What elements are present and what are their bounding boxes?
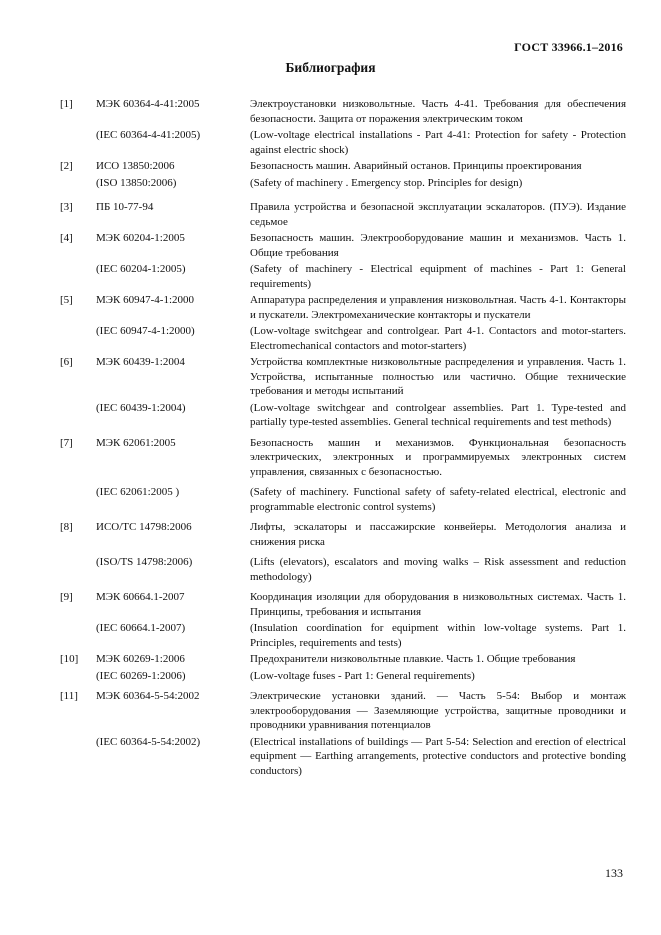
list-item [60, 669, 626, 684]
entry-description: Устройства комплектные низковольтные распределения и управления. Часть 1. Устройства, испытанные полностью или частично. Общие технические требования и методы испытаний [250, 356, 626, 397]
entry-code: (IEC 62061:2005 ) [96, 486, 180, 498]
entry-code: МЭК 60439-1:2004 [96, 356, 185, 368]
entry-code: (IEC 60364-4-41:2005) [96, 129, 201, 141]
list-item [60, 231, 626, 260]
entry-code: МЭК 60364-5-54:2002 [96, 690, 200, 702]
list-item [60, 293, 626, 322]
entry-number: [6] [60, 356, 73, 368]
standard-designation: ГОСТ 33966.1–2016 [514, 40, 623, 54]
list-item [60, 159, 626, 174]
list-item [60, 735, 626, 779]
list-item [60, 520, 626, 549]
list-item [60, 555, 626, 584]
list-item [60, 590, 626, 619]
entry-number: [5] [60, 294, 73, 306]
entry-code: ИСО/ТС 14798:2006 [96, 521, 192, 533]
entry-code: (ISO 13850:2006) [96, 176, 177, 189]
list-item [60, 97, 626, 126]
list-item [60, 355, 626, 399]
list-item [60, 401, 626, 430]
list-item [60, 262, 626, 291]
list-item [60, 485, 626, 514]
entry-description: (Low-voltage fuses - Part 1: General requirements) [250, 669, 475, 682]
entry-code: МЭК 60269-1:2006 [96, 653, 185, 665]
list-item [60, 689, 626, 733]
entry-description: Правила устройства и безопасной эксплуатации эскалаторов. (ПУЭ). Издание седьмое [250, 201, 626, 228]
entry-number: [7] [60, 436, 73, 449]
entry-number: [2] [60, 160, 73, 172]
entry-description: Координация изоляции для оборудования в низковольтных системах. Часть 1. Принципы, требования и испытания [250, 591, 626, 618]
entry-code: (IEC 60269-1:2006) [96, 669, 186, 682]
entry-description: (Electrical installations of buildings — Part 5-54: Selection and erection of electrical equipment — Earthing arrangements, protective conductors and protective bonding conductors) [250, 735, 626, 777]
entry-description: Безопасность машин и механизмов. Функциональная безопасность электрических, электронных и программируемых электронных систем управления, связанных с безопасностью. [250, 436, 626, 478]
entry-number: [9] [60, 591, 73, 603]
entry-code: (IEC 60204-1:2005) [96, 263, 186, 275]
entry-code: МЭК 60664.1-2007 [96, 591, 185, 603]
entry-code: МЭК 62061:2005 [96, 436, 176, 449]
entry-description: (Safety of machinery - Electrical equipment of machines - Part 1: General requirements) [250, 263, 626, 290]
page-number: 133 [605, 866, 623, 880]
entry-number: [10] [60, 653, 79, 665]
entry-code: (IEC 60364-5-54:2002) [96, 735, 201, 748]
entry-description: Аппаратура распределения и управления низковольтная. Часть 4-1. Контакторы и пускатели. Электромеханические контакторы и пускатели [250, 294, 626, 321]
entry-description: (Low-voltage switchgear and controlgear. Part 4-1. Contactors and motor-starters. Electromechanical contactors and motor-starters) [250, 325, 626, 352]
page-title: Библиография [285, 60, 376, 75]
entry-description: Предохранители низковольтные плавкие. Часть 1. Общие требования [250, 653, 576, 665]
entry-code: МЭК 60947-4-1:2000 [96, 294, 195, 306]
entry-description: Электрические установки зданий. — Часть 5-54: Выбор и монтаж электрооборудования — Заземляющие устройства, защитные проводники и проводники уравнивания потенциалов [250, 690, 626, 731]
entry-description: (Safety of machinery. Functional safety of safety-related electrical, electronic and programmable electronic control systems) [250, 486, 626, 513]
entry-code: МЭК 60204-1:2005 [96, 232, 185, 244]
entry-code: ИСО 13850:2006 [96, 160, 175, 172]
entry-description: (Low-voltage switchgear and controlgear assemblies. Part 1. Type-tested and partially type-tested assemblies. General technical requirements and test methods) [250, 401, 626, 428]
entry-description: (Insulation coordination for equipment within low-voltage systems. Part 1. Principles, requirements and tests) [250, 622, 626, 649]
entry-description: (Low-voltage electrical installations - Part 4-41: Protection for safety - Protection against electric shock) [250, 129, 626, 156]
list-item [60, 176, 626, 191]
list-item [60, 652, 626, 667]
bibliography-list [60, 97, 626, 778]
list-item [60, 436, 626, 480]
list-item [60, 200, 626, 229]
list-item [60, 324, 626, 353]
entry-number: [11] [60, 690, 78, 702]
entry-code: (IEC 60664.1-2007) [96, 622, 186, 634]
entry-description: Электроустановки низковольтные. Часть 4-41. Требования для обеспечения безопасности. Защита от поражения электрическим током [250, 98, 626, 125]
entry-number: [1] [60, 98, 73, 110]
entry-description: (Safety of machinery . Emergency stop. Principles for design) [250, 176, 523, 189]
entry-number: [8] [60, 521, 73, 533]
entry-description: Безопасность машин. Аварийный останов. Принципы проектирования [250, 160, 582, 172]
list-item [60, 128, 626, 157]
entry-number: [3] [60, 201, 73, 213]
entry-number: [4] [60, 232, 73, 244]
entry-code: (IEC 60947-4-1:2000) [96, 325, 195, 337]
entry-description: (Lifts (elevators), escalators and moving walks – Risk assessment and reduction methodology) [250, 556, 626, 583]
entry-description: Лифты, эскалаторы и пассажирские конвейеры. Методология анализа и снижения риска [250, 521, 626, 548]
list-item [60, 621, 626, 650]
entry-code: (IEC 60439-1:2004) [96, 401, 186, 414]
entry-description: Безопасность машин. Электрооборудование машин и механизмов. Часть 1. Общие требования [250, 232, 626, 259]
entry-code: (ISO/TS 14798:2006) [96, 556, 193, 568]
entry-code: ПБ 10-77-94 [96, 201, 154, 213]
entry-code: МЭК 60364-4-41:2005 [96, 98, 200, 110]
